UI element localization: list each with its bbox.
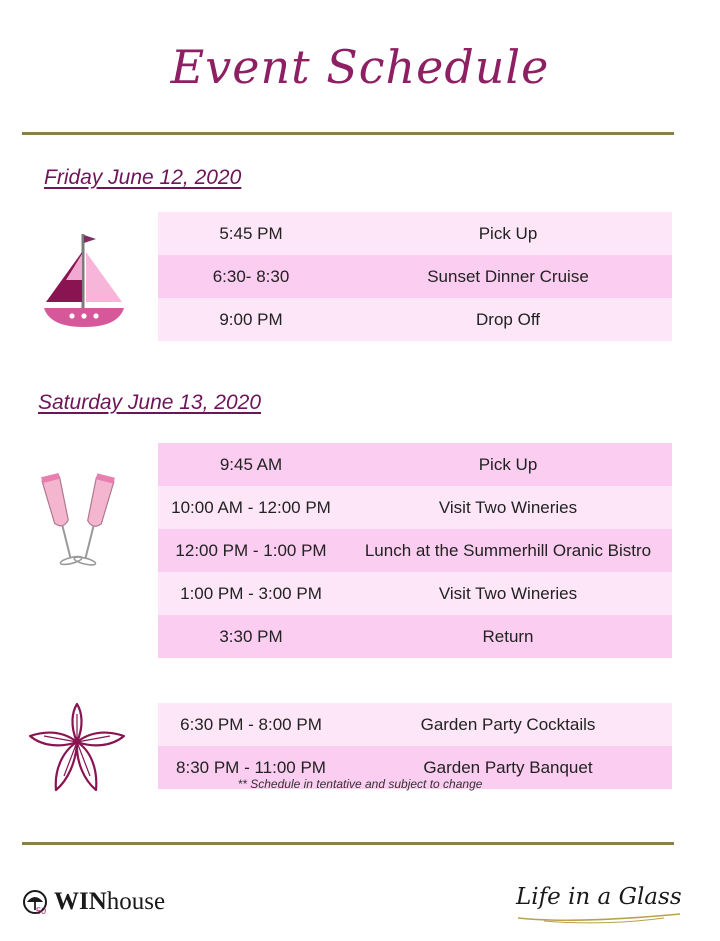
event-cell: Sunset Dinner Cruise — [427, 266, 589, 286]
time-cell: 12:00 PM - 1:00 PM — [175, 540, 327, 560]
event-cell: Garden Party Cocktails — [420, 714, 596, 734]
bottom-divider — [22, 842, 674, 845]
time-cell: 10:00 AM - 12:00 PM — [171, 497, 331, 517]
winhouse-logo — [22, 888, 165, 916]
table-row — [158, 529, 672, 572]
event-cell: Visit Two Wineries — [438, 497, 578, 517]
time-cell: 9:45 AM — [219, 454, 283, 474]
event-cell: Lunch at the Summerhill Oranic Bistro — [364, 540, 652, 560]
table-row — [158, 255, 672, 298]
champagne-glasses-icon — [32, 470, 124, 580]
event-cell: Pick Up — [478, 454, 538, 474]
time-cell: 6:30- 8:30 — [212, 266, 290, 286]
event-cell: Visit Two Wineries — [438, 583, 578, 603]
table-row — [158, 443, 672, 486]
schedule-note: ** Schedule in tentative and subject to change — [237, 777, 483, 791]
time-cell: 9:00 PM — [219, 309, 283, 329]
table-row — [158, 298, 672, 341]
logo-text: Life in a Glass — [516, 884, 682, 910]
friday-schedule — [158, 212, 672, 341]
time-cell: 6:30 PM - 8:00 PM — [180, 714, 322, 734]
logo-number: 50 — [36, 906, 47, 916]
life-in-a-glass-logo — [514, 880, 686, 924]
saturday-schedule — [158, 443, 672, 658]
event-cell: Return — [482, 626, 534, 646]
day-label-saturday: Saturday June 13, 2020 — [38, 391, 262, 414]
time-cell: 5:45 PM — [219, 223, 283, 243]
page-title: Event Schedule — [170, 40, 550, 94]
time-cell: 1:00 PM - 3:00 PM — [180, 583, 322, 603]
event-cell: Drop Off — [476, 309, 540, 329]
table-row — [158, 615, 672, 658]
event-cell: Pick Up — [478, 223, 538, 243]
table-row — [158, 212, 672, 255]
logo-house: house — [106, 888, 166, 915]
event-cell: Garden Party Banquet — [423, 757, 593, 777]
day-label-friday: Friday June 12, 2020 — [44, 166, 242, 189]
sailboat-icon — [38, 228, 130, 332]
time-cell: 3:30 PM — [219, 626, 283, 646]
logo-swash-icon — [514, 880, 686, 924]
top-divider — [22, 132, 674, 135]
table-row — [158, 703, 672, 746]
logo-win: WIN — [54, 888, 107, 915]
time-cell: 8:30 PM - 11:00 PM — [176, 757, 326, 777]
table-row — [158, 486, 672, 529]
table-row — [158, 572, 672, 615]
